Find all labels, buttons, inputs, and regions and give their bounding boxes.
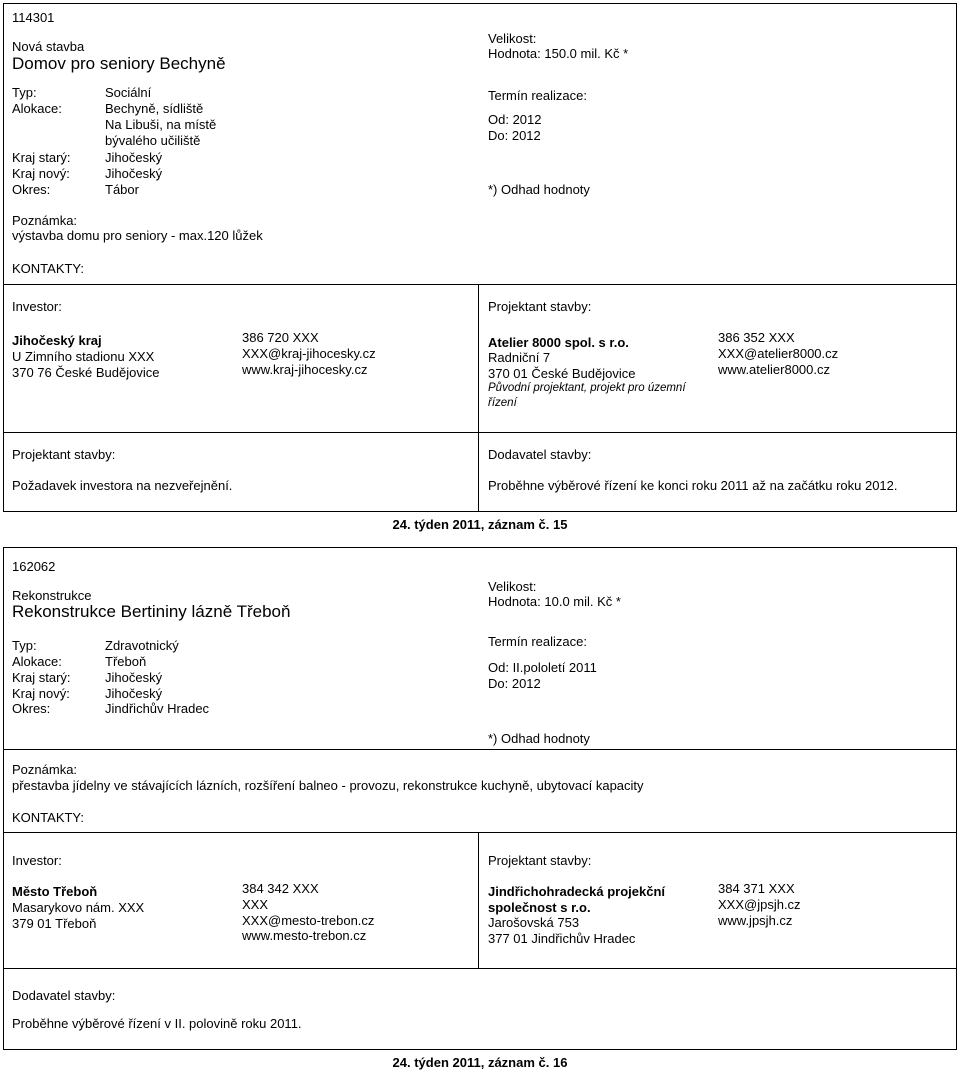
projektant-name: společnost s r.o. — [488, 900, 591, 915]
investor-address: 379 01 Třeboň — [12, 916, 97, 931]
projektant-label: Projektant stavby: — [488, 299, 592, 314]
alokace-value: Třeboň — [105, 654, 147, 669]
kraj-novy-label: Kraj nový: — [12, 166, 70, 181]
projektant-phone: 384 371 XXX — [718, 881, 795, 896]
investor-name: Město Třeboň — [12, 884, 98, 899]
projektant-phone: 386 352 XXX — [718, 330, 795, 345]
kraj-stary-label: Kraj starý: — [12, 670, 71, 685]
velikost-label: Velikost: — [488, 579, 537, 594]
projektant-address: Radniční 7 — [488, 350, 551, 365]
investor-phone-2: XXX — [242, 897, 269, 912]
projektant-email[interactable]: XXX@atelier8000.cz — [718, 346, 839, 361]
kontakty-heading: KONTAKTY: — [12, 261, 84, 276]
alokace-value: Na Libuši, na místě — [105, 117, 217, 132]
investor-phone: 384 342 XXX — [242, 881, 319, 896]
projektant-address: Jarošovská 753 — [488, 915, 580, 930]
projektant-name: Atelier 8000 spol. s r.o. — [488, 335, 629, 350]
record-category: Nová stavba — [12, 39, 85, 54]
investor-email[interactable]: XXX@mesto-trebon.cz — [242, 913, 375, 928]
dodavatel-text: Proběhne výběrové řízení v II. polovině roku 2011. — [12, 1016, 302, 1031]
termin-od: Od: 2012 — [488, 112, 542, 127]
projektant-name: Jindřichohradecká projekční — [488, 884, 666, 899]
divider — [4, 832, 956, 833]
record-footer: 24. týden 2011, záznam č. 15 — [392, 517, 568, 532]
projektant-address: 370 01 České Budějovice — [488, 366, 636, 381]
investor-address: 370 76 České Budějovice — [12, 365, 160, 380]
divider — [4, 968, 956, 969]
record-card — [3, 547, 957, 1050]
kraj-novy-value: Jihočeský — [105, 686, 163, 701]
okres-label: Okres: — [12, 182, 51, 197]
typ-label: Typ: — [12, 638, 37, 653]
investor-address: Masarykovo nám. XXX — [12, 900, 145, 915]
projektant-address: 377 01 Jindřichův Hradec — [488, 931, 636, 946]
investor-name: Jihočeský kraj — [12, 333, 102, 348]
kraj-novy-value: Jihočeský — [105, 166, 163, 181]
okres-value: Tábor — [105, 182, 139, 197]
poznamka-label: Poznámka: — [12, 762, 78, 777]
record-title: Domov pro seniory Bechyně — [12, 54, 226, 73]
divider — [4, 284, 956, 285]
investor-email[interactable]: XXX@kraj-jihocesky.cz — [242, 346, 376, 361]
hodnota-value: Hodnota: 150.0 mil. Kč * — [488, 46, 629, 61]
typ-value: Zdravotnický — [105, 638, 179, 653]
divider — [4, 432, 956, 433]
record-category: Rekonstrukce — [12, 588, 92, 603]
investor-phone: 386 720 XXX — [242, 330, 319, 345]
record-footer: 24. týden 2011, záznam č. 16 — [392, 1055, 568, 1070]
investor-web[interactable]: www.mesto-trebon.cz — [242, 928, 367, 943]
poznamka-text: výstavba domu pro seniory - max.120 lůžek — [12, 228, 263, 243]
projektant2-text: Požadavek investora na nezveřejnění. — [12, 478, 233, 493]
alokace-label: Alokace: — [12, 654, 62, 669]
odhad-note: *) Odhad hodnoty — [488, 731, 590, 746]
projektant-web[interactable]: www.atelier8000.cz — [718, 362, 830, 377]
record-id: 162062 — [12, 559, 56, 574]
termin-label: Termín realizace: — [488, 88, 587, 103]
okres-value: Jindřichův Hradec — [105, 701, 210, 716]
projektant2-label: Projektant stavby: — [12, 447, 116, 462]
typ-value: Sociální — [105, 85, 152, 100]
record-id: 114301 — [12, 10, 55, 25]
kraj-novy-label: Kraj nový: — [12, 686, 70, 701]
projektant-note: Původní projektant, projekt pro územní řízení — [488, 382, 686, 409]
alokace-value: Bechyně, sídliště — [105, 101, 204, 116]
projektant-web[interactable]: www.jpsjh.cz — [718, 913, 793, 928]
odhad-note: *) Odhad hodnoty — [488, 182, 590, 197]
divider — [478, 432, 479, 512]
alokace-value: bývalého učiliště — [105, 133, 201, 148]
termin-do: Do: 2012 — [488, 128, 541, 143]
projektant-email[interactable]: XXX@jpsjh.cz — [718, 897, 801, 912]
divider — [4, 749, 956, 750]
projektant-label: Projektant stavby: — [488, 853, 592, 868]
termin-do: Do: 2012 — [488, 676, 541, 691]
termin-od: Od: II.pololetí 2011 — [488, 660, 597, 675]
kraj-stary-value: Jihočeský — [105, 150, 163, 165]
termin-label: Termín realizace: — [488, 634, 587, 649]
poznamka-text: přestavba jídelny ve stávajících lázních, rozšíření balneo - provozu, rekonstrukce kuchyně, ubytovací kapacity — [12, 778, 644, 793]
poznamka-label: Poznámka: — [12, 213, 78, 228]
alokace-label: Alokace: — [12, 101, 62, 116]
kraj-stary-label: Kraj starý: — [12, 150, 71, 165]
kontakty-heading: KONTAKTY: — [12, 810, 84, 825]
dodavatel-label: Dodavatel stavby: — [12, 988, 116, 1003]
investor-web[interactable]: www.kraj-jihocesky.cz — [242, 362, 368, 377]
dodavatel-label: Dodavatel stavby: — [488, 447, 592, 462]
typ-label: Typ: — [12, 85, 37, 100]
velikost-label: Velikost: — [488, 31, 537, 46]
divider — [478, 284, 479, 432]
investor-label: Investor: — [12, 853, 62, 868]
hodnota-value: Hodnota: 10.0 mil. Kč * — [488, 594, 621, 609]
record-title: Rekonstrukce Bertininy lázně Třeboň — [12, 602, 291, 621]
okres-label: Okres: — [12, 701, 51, 716]
dodavatel-text: Proběhne výběrové řízení ke konci roku 2011 až na začátku roku 2012. — [488, 478, 898, 493]
record-card — [3, 3, 957, 512]
divider — [478, 832, 479, 968]
kraj-stary-value: Jihočeský — [105, 670, 163, 685]
investor-address: U Zimního stadionu XXX — [12, 349, 155, 364]
investor-label: Investor: — [12, 299, 62, 314]
